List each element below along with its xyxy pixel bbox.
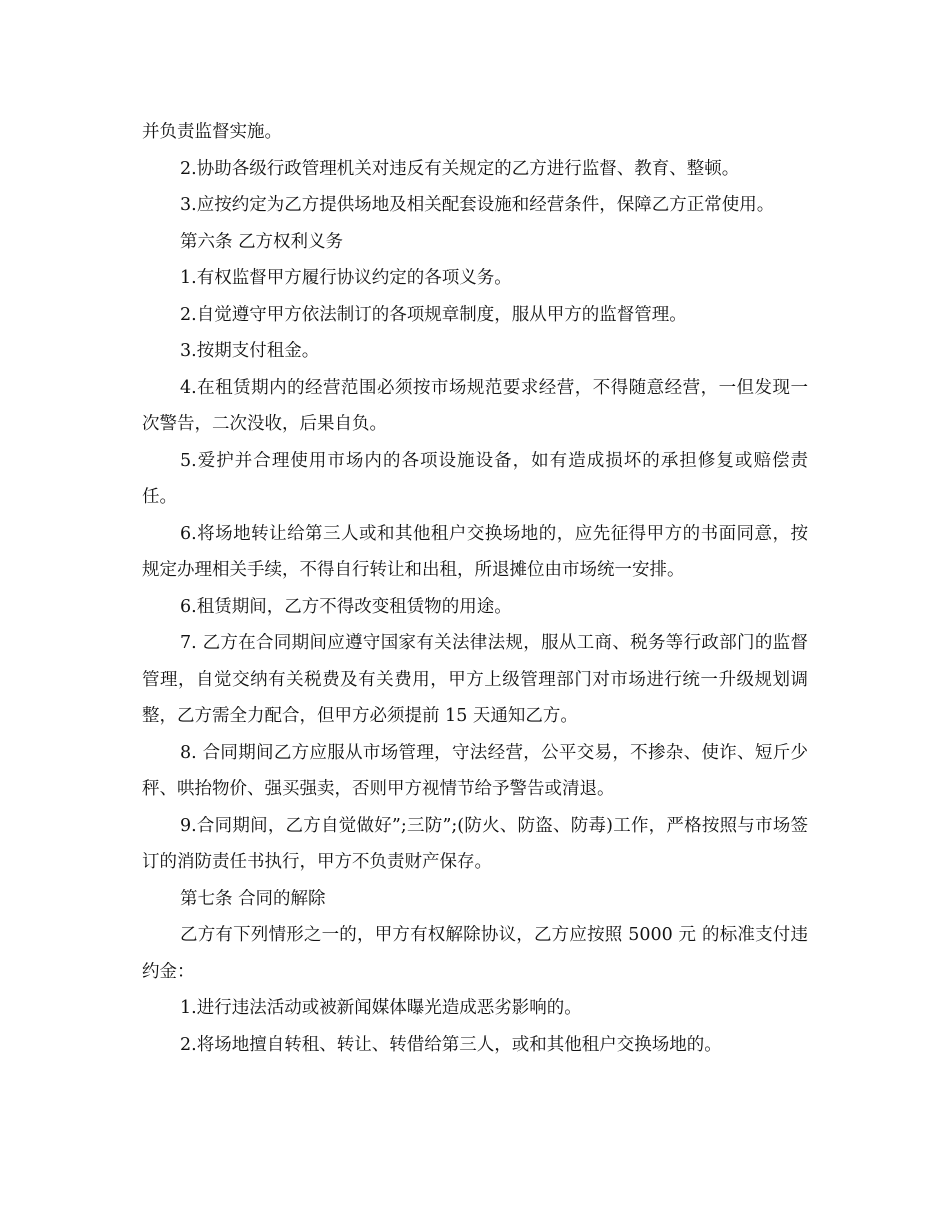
paragraph: 3.应按约定为乙方提供场地及相关配套设施和经营条件，保障乙方正常使用。 [180, 195, 775, 215]
paragraph: 2.将场地擅自转租、转让、转借给第三人，或和其他租户交换场地的。 [180, 1034, 722, 1055]
paragraph: 2.协助各级行政管理机关对违反有关规定的乙方进行监督、教育、整顿。 [180, 158, 740, 179]
paragraph: 7. 乙方在合同期间应遵守国家有关法律法规，服从工商、税务等行政部门的监督管理，自觉交纳有关税费及有关费用，甲方上级管理部门对市场进行统一升级规划调整，乙方需全力配合，但甲方必须提前 15 天通知乙方。 [142, 633, 808, 726]
paragraph: 6.租赁期间，乙方不得改变租赁物的用途。 [180, 596, 512, 617]
paragraph: 乙方有下列情形之一的，甲方有权解除协议，乙方应按照 5000 元 的标准支付违约金： [142, 925, 808, 982]
section-heading: 第六条 乙方权利义务 [180, 231, 344, 252]
paragraph: 2.自觉遵守甲方依法制订的各项规章制度，服从甲方的监督管理。 [180, 304, 687, 325]
paragraph: 5.爱护并合理使用市场内的各项设施设备，如有造成损坏的承担修复或赔偿责任。 [142, 450, 808, 507]
paragraph: 9.合同期间，乙方自觉做好”;三防”;(防火、防盗、防毒)工作，严格按照与市场签订的消防责任书执行，甲方不负责财产保存。 [142, 815, 808, 872]
document-body [142, 114, 808, 1063]
paragraph: 1.有权监督甲方履行协议约定的各项义务。 [180, 268, 512, 288]
paragraph: 3.按期支付租金。 [180, 341, 320, 361]
paragraph: 4.在租赁期内的经营范围必须按市场规范要求经营，不得随意经营，一但发现一次警告，二次没收，后果自负。 [142, 377, 808, 434]
paragraph: 6.将场地转让给第三人或和其他租户交换场地的，应先征得甲方的书面同意，按规定办理相关手续，不得自行转让和出租，所退摊位由市场统一安排。 [142, 523, 808, 580]
paragraph: 8. 合同期间乙方应服从市场管理，守法经营，公平交易，不掺杂、使诈、短斤少秤、哄抬物价、强买强卖，否则甲方视情节给予警告或清退。 [142, 742, 808, 799]
section-heading: 第七条 合同的解除 [180, 888, 326, 909]
paragraph: 并负责监督实施。 [142, 122, 282, 142]
paragraph: 1.进行违法活动或被新闻媒体曝光造成恶劣影响的。 [180, 998, 582, 1018]
